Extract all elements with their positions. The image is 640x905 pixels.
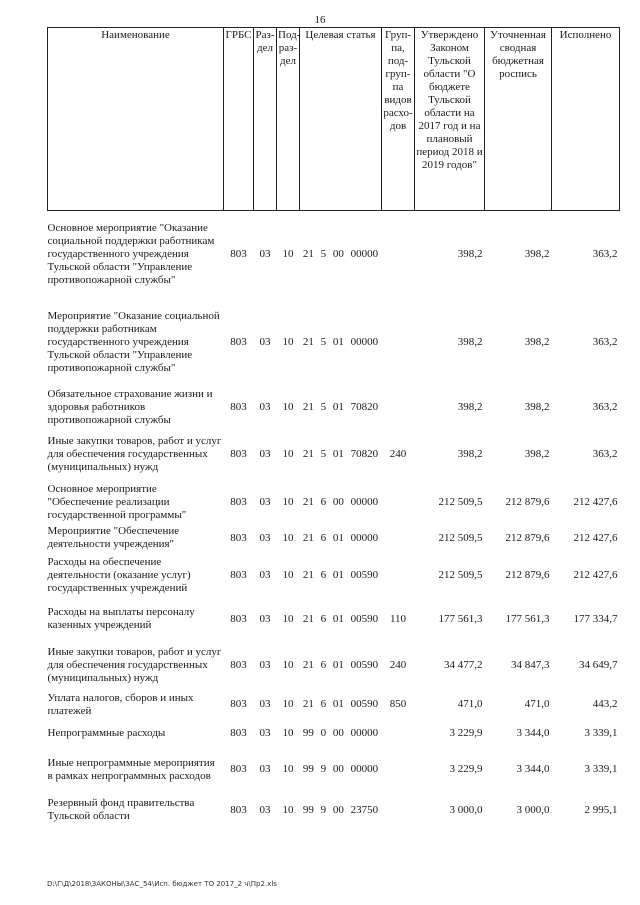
row-utverzhdeno: 398,2 [457, 400, 483, 413]
row-razdel: 03 [259, 698, 271, 710]
row-statya: 21 5 01 70820 [302, 448, 379, 460]
table-row [48, 598, 620, 641]
budget-table [47, 27, 620, 829]
row-name: Иные закупки товаров, работ и услуг для обеспечения государственных (муниципальных) нужд [47, 435, 222, 473]
row-utverzhdeno: 212 509,5 [438, 568, 483, 581]
row-ispolneno: 443,2 [592, 698, 618, 710]
row-utverzhdeno: 3 229,9 [449, 763, 483, 775]
header-statya: Целевая статья [300, 28, 382, 211]
row-grbs: 803 [230, 803, 247, 816]
row-grbs: 803 [230, 659, 247, 671]
row-statya: 21 5 01 00000 [302, 335, 379, 348]
row-name: Иные закупки товаров, работ и услуг для обеспечения государственных (муниципальных) нужд [47, 646, 222, 684]
row-gruppa [382, 553, 415, 598]
row-utverzhdeno: 471,0 [457, 698, 483, 710]
file-path-footer: D:\Г\Д\2018\ЗАКОНЫ\ЗАС_54\Исп. бюджет ТО 2017_2 ч\Пр2.xls [47, 880, 277, 888]
row-name: Обязательное страхование жизни и здоровья работников противопожарной службы [47, 387, 213, 426]
row-podrazdel: 10 [282, 726, 294, 739]
row-gruppa [382, 299, 415, 386]
row-ispolneno: 3 339,1 [584, 726, 618, 739]
row-podrazdel: 10 [282, 400, 294, 413]
row-statya: 21 5 00 00000 [302, 248, 379, 261]
header-gruppa: Груп-па, под-груп-па видов расхо-дов [382, 28, 415, 211]
row-statya: 21 6 01 00590 [302, 612, 379, 625]
row-podrazdel: 10 [282, 803, 294, 816]
row-ispolneno: 363,2 [592, 335, 618, 348]
table-row [48, 553, 620, 598]
row-podrazdel: 10 [282, 335, 294, 348]
row-utverzhdeno: 398,2 [457, 248, 483, 261]
row-ispolneno: 363,2 [592, 248, 618, 261]
row-statya: 99 9 00 00000 [302, 763, 379, 775]
row-razdel: 03 [259, 763, 271, 775]
row-gruppa [382, 211, 415, 299]
row-grbs: 803 [230, 335, 247, 348]
row-name: Расходы на обеспечение деятельности (оказание услуг) государственных учреждений [47, 555, 191, 594]
row-podrazdel: 10 [282, 568, 294, 581]
row-utochnennaya: 212 879,6 [505, 495, 550, 508]
row-name: Расходы на выплаты персоналу казенных учреждений [47, 606, 195, 631]
row-grbs: 803 [230, 400, 247, 413]
row-podrazdel: 10 [282, 612, 294, 625]
row-razdel: 03 [259, 612, 271, 625]
row-ispolneno: 363,2 [592, 400, 618, 413]
row-razdel: 03 [259, 531, 271, 544]
row-gruppa: 240 [389, 659, 407, 671]
table-row [48, 386, 620, 429]
row-podrazdel: 10 [282, 659, 294, 671]
row-statya: 21 6 01 00590 [302, 698, 379, 710]
table-row [48, 719, 620, 748]
row-statya: 99 0 00 00000 [302, 726, 379, 739]
row-name: Основное мероприятие "Обеспечение реализации государственной программы" [47, 482, 187, 521]
row-grbs: 803 [230, 726, 247, 739]
row-grbs: 803 [230, 248, 247, 261]
row-utverzhdeno: 34 477,2 [444, 659, 483, 671]
row-statya: 21 6 00 00000 [302, 495, 379, 508]
row-gruppa [382, 792, 415, 829]
row-name: Резервный фонд правительства Тульской области [47, 797, 195, 822]
row-utochnennaya: 398,2 [524, 335, 550, 348]
row-podrazdel: 10 [282, 698, 294, 710]
row-name: Мероприятие "Обеспечение деятельности учреждения" [47, 525, 180, 550]
row-razdel: 03 [259, 400, 271, 413]
row-ispolneno: 212 427,6 [573, 568, 618, 581]
row-grbs: 803 [230, 495, 247, 508]
header-podrazdel: Под-раз-дел [277, 28, 300, 211]
row-grbs: 803 [230, 448, 247, 460]
row-utochnennaya: 398,2 [524, 248, 550, 261]
row-ispolneno: 34 649,7 [579, 659, 618, 671]
row-ispolneno: 3 339,1 [584, 763, 618, 775]
row-gruppa [382, 481, 415, 524]
row-razdel: 03 [259, 248, 271, 261]
header-utochnennaya: Уточненная сводная бюджетная роспись [485, 28, 552, 211]
row-utochnennaya: 471,0 [524, 698, 550, 710]
row-grbs: 803 [230, 698, 247, 710]
row-razdel: 03 [259, 495, 271, 508]
row-utochnennaya: 3 344,0 [516, 763, 550, 775]
header-ispolneno: Исполнено [552, 28, 620, 211]
header-razdel: Раз-дел [254, 28, 277, 211]
row-utochnennaya: 3 000,0 [516, 803, 550, 816]
table-row [48, 641, 620, 691]
row-statya: 21 5 01 70820 [302, 400, 379, 413]
row-name: Иные непрограммные мероприятия в рамках непрограммных расходов [47, 756, 215, 782]
row-gruppa [382, 719, 415, 748]
row-grbs: 803 [230, 763, 247, 775]
row-ispolneno: 177 334,7 [573, 612, 618, 625]
row-statya: 21 6 01 00590 [302, 568, 379, 581]
row-name: Непрограммные расходы [47, 726, 166, 739]
row-ispolneno: 212 427,6 [573, 531, 618, 544]
row-utochnennaya: 3 344,0 [516, 726, 550, 739]
row-gruppa: 240 [389, 448, 407, 460]
table-row [48, 299, 620, 386]
row-razdel: 03 [259, 335, 271, 348]
row-utverzhdeno: 212 509,5 [438, 531, 483, 544]
row-utverzhdeno: 3 229,9 [449, 726, 483, 739]
header-name: Наименование [48, 28, 224, 211]
row-utverzhdeno: 398,2 [457, 448, 483, 460]
header-grbs: ГРБС [224, 28, 254, 211]
row-razdel: 03 [259, 568, 271, 581]
row-utochnennaya: 212 879,6 [505, 531, 550, 544]
row-gruppa: 850 [389, 698, 407, 710]
table-row [48, 792, 620, 829]
row-podrazdel: 10 [282, 448, 294, 460]
row-gruppa [382, 748, 415, 792]
table-row [48, 429, 620, 481]
row-utverzhdeno: 212 509,5 [438, 495, 483, 508]
row-name: Уплата налогов, сборов и иных платежей [47, 691, 194, 717]
row-statya: 99 9 00 23750 [302, 803, 379, 816]
table-row [48, 691, 620, 719]
header-utverzhdeno: Утверждено Законом Тульской области "О бюджете Тульской области на 2017 год и на плановый период 2018 и 2019 годов" [415, 28, 485, 211]
row-razdel: 03 [259, 448, 271, 460]
row-podrazdel: 10 [282, 531, 294, 544]
row-razdel: 03 [259, 659, 271, 671]
row-grbs: 803 [230, 531, 247, 544]
row-gruppa [382, 524, 415, 553]
row-ispolneno: 212 427,6 [573, 495, 618, 508]
row-podrazdel: 10 [282, 248, 294, 261]
table-header-row [48, 28, 620, 211]
table-row [48, 748, 620, 792]
row-utverzhdeno: 3 000,0 [449, 803, 483, 816]
row-utochnennaya: 177 561,3 [505, 612, 550, 625]
table-row [48, 524, 620, 553]
row-utochnennaya: 34 847,3 [511, 659, 550, 671]
row-gruppa: 110 [389, 612, 407, 625]
row-ispolneno: 363,2 [592, 448, 618, 460]
row-gruppa [382, 386, 415, 429]
page-number: 16 [314, 14, 326, 26]
row-statya: 21 6 01 00000 [302, 531, 379, 544]
row-ispolneno: 2 995,1 [584, 803, 618, 816]
row-podrazdel: 10 [282, 495, 294, 508]
row-utverzhdeno: 177 561,3 [438, 612, 483, 625]
row-razdel: 03 [259, 726, 271, 739]
table-row [48, 211, 620, 299]
row-name: Основное мероприятие "Оказание социальной поддержки работникам государственного учреждения Тульской области "Управление противопожарной службы" [47, 222, 215, 287]
row-utochnennaya: 398,2 [524, 400, 550, 413]
row-grbs: 803 [230, 568, 247, 581]
row-grbs: 803 [230, 612, 247, 625]
row-utochnennaya: 212 879,6 [505, 568, 550, 581]
row-statya: 21 6 01 00590 [302, 659, 379, 671]
table-row [48, 481, 620, 524]
row-podrazdel: 10 [282, 763, 294, 775]
row-utochnennaya: 398,2 [524, 448, 550, 460]
row-utverzhdeno: 398,2 [457, 335, 483, 348]
row-razdel: 03 [259, 803, 271, 816]
row-name: Мероприятие "Оказание социальной поддержки работникам государственного учреждения Тульской области "Управление противопожарной службы" [47, 309, 220, 374]
